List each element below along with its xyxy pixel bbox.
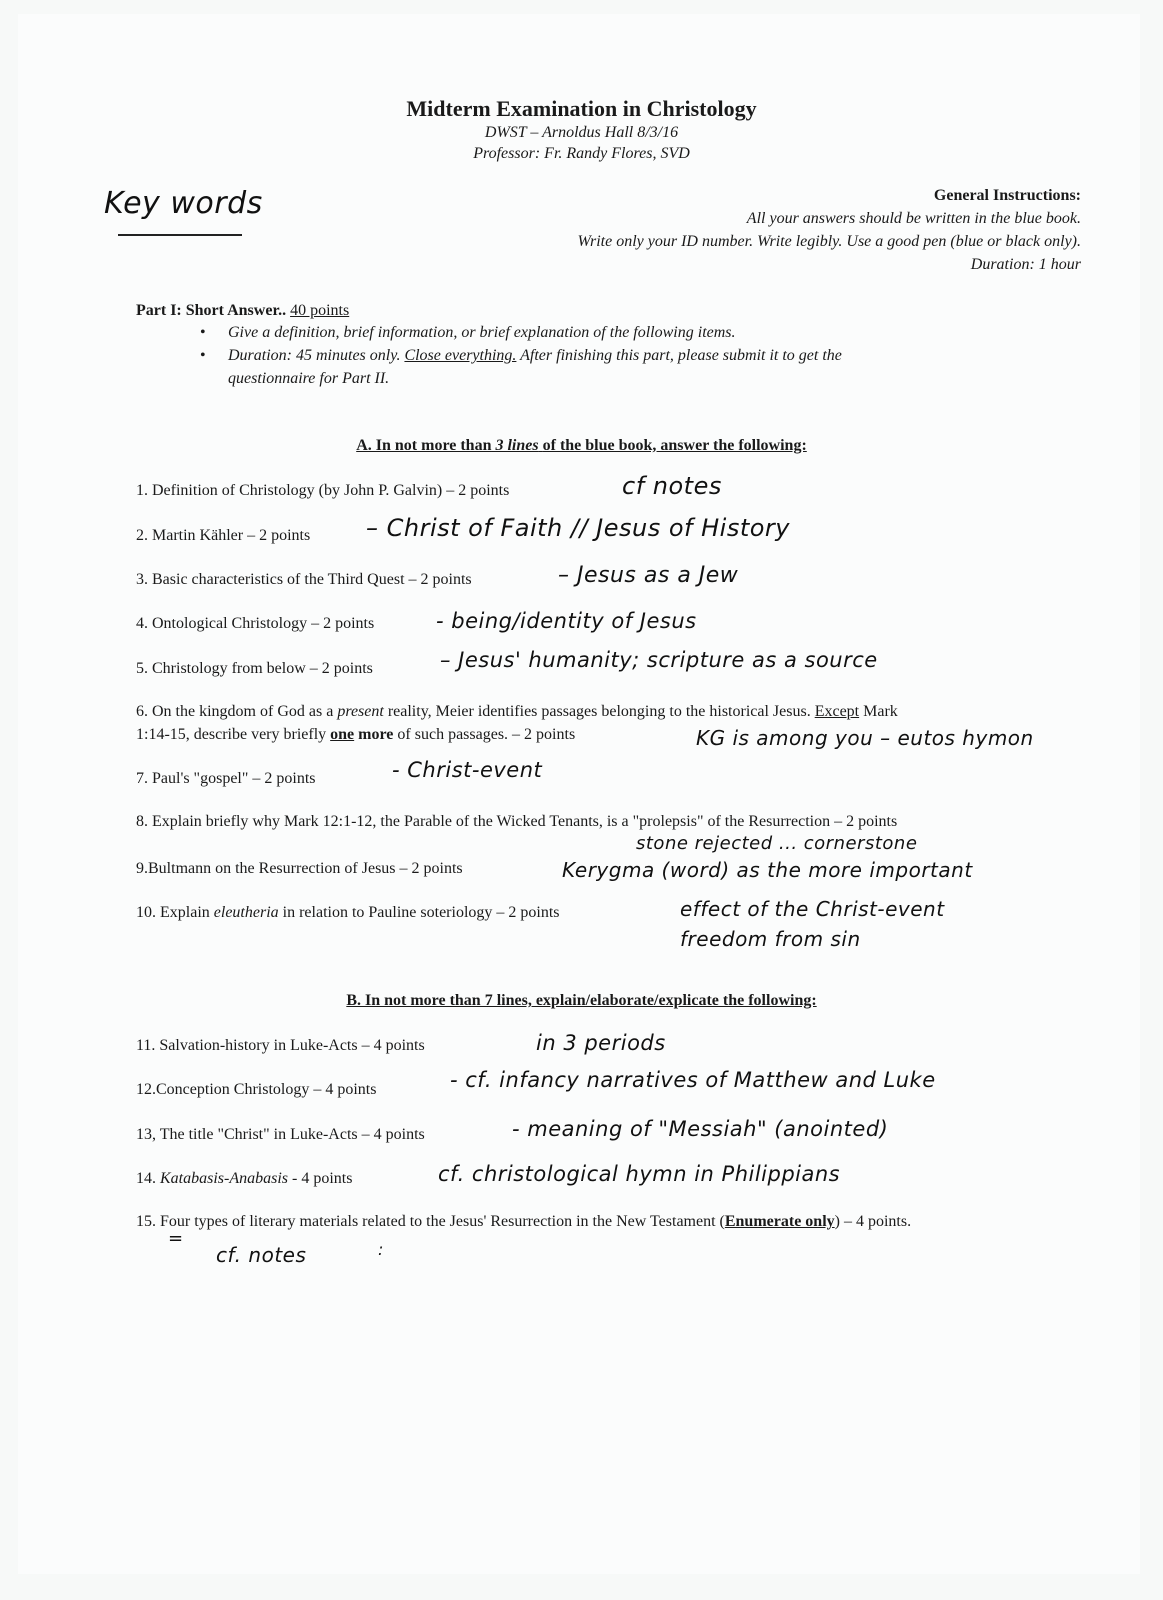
- section-a-heading-part: A. In not more than: [356, 437, 492, 454]
- q6-more: more: [358, 726, 394, 743]
- note-1: cf notes: [622, 472, 722, 500]
- note-9: Kerygma (word) as the more important: [562, 858, 973, 882]
- question-2: 2. Martin Kähler – 2 points: [136, 527, 311, 544]
- note-8: stone rejected ... cornerstone: [636, 833, 918, 854]
- q6-text: of such passages. – 2 points: [397, 726, 576, 743]
- note-15-mark: :: [378, 1240, 384, 1259]
- question-8: 8. Explain briefly why Mark 12:1-12, the Parable of the Wicked Tenants, is a "prolepsis" of the Resurrection – 2 points: [136, 813, 898, 830]
- q6-text: 1:14-15, describe very briefly: [136, 726, 327, 743]
- question-13: 13, The title "Christ" in Luke-Acts – 4 points: [136, 1126, 425, 1143]
- section-a-heading-part: of the blue book, answer the following:: [542, 437, 807, 454]
- instructions-heading: General Instructions:: [933, 187, 1081, 204]
- q10-text: 10. Explain: [136, 904, 210, 921]
- question-12: 12.Conception Christology – 4 points: [136, 1081, 377, 1098]
- q6-text: reality, Meier identifies passages belonging to the historical Jesus.: [387, 703, 811, 720]
- question-14: [136, 1170, 352, 1188]
- bullet-dot: •: [200, 324, 206, 341]
- instructions-line-2: Write only your ID number. Write legibly. Use a good pen (blue or black only).: [577, 233, 1081, 250]
- part1-points: 40 points: [290, 302, 350, 319]
- note-4: - being/identity of Jesus: [436, 609, 697, 633]
- question-9: 9.Bultmann on the Resurrection of Jesus – 2 points: [136, 860, 463, 877]
- handwritten-key-words: Key words: [104, 186, 263, 221]
- q6-text: Mark: [863, 703, 898, 720]
- section-a-heading-italic: 3 lines: [495, 437, 539, 454]
- q6-text: 6. On the kingdom of God as a: [136, 703, 334, 720]
- q10-text: in relation to Pauline soteriology – 2 points: [282, 904, 560, 921]
- note-12: - cf. infancy narratives of Matthew and Luke: [450, 1068, 936, 1092]
- question-1: 1. Definition of Christology (by John P. Galvin) – 2 points: [136, 482, 510, 499]
- question-4: 4. Ontological Christology – 2 points: [136, 615, 375, 632]
- note-2: – Christ of Faith // Jesus of History: [366, 514, 791, 542]
- bullet-dot: •: [200, 347, 206, 364]
- q6-except: Except: [814, 703, 860, 720]
- bullet-2-submit: After finishing this part, please submit it to get the: [520, 347, 842, 364]
- q15-text: 15. Four types of literary materials related to the Jesus' Resurrection in the New Testament (: [136, 1213, 725, 1230]
- q14-term: Katabasis-Anabasis: [160, 1170, 289, 1187]
- handwritten-underline: [118, 234, 242, 236]
- part1-bullet-2: [228, 347, 842, 365]
- q6-one: one: [330, 726, 355, 743]
- q15-text: ) – 4 points.: [834, 1213, 912, 1230]
- instructions-line-3: Duration: 1 hour: [970, 256, 1081, 273]
- q15-enumerate: Enumerate only: [724, 1213, 835, 1230]
- exam-title: Midterm Examination in Christology: [406, 96, 757, 121]
- exam-professor: Professor: Fr. Randy Flores, SVD: [473, 145, 690, 162]
- note-10b: freedom from sin: [680, 927, 861, 951]
- question-5: 5. Christology from below – 2 points: [136, 660, 373, 677]
- section-a-heading: [0, 437, 1163, 455]
- question-11: 11. Salvation-history in Luke-Acts – 4 points: [136, 1037, 425, 1054]
- question-3: 3. Basic characteristics of the Third Quest – 2 points: [136, 571, 472, 588]
- part1-bullet-2-cont: questionnaire for Part II.: [228, 370, 390, 387]
- note-6: KG is among you – eutos hymon: [696, 726, 1034, 750]
- note-15-symbol: =: [168, 1228, 184, 1249]
- note-10a: effect of the Christ-event: [680, 897, 945, 921]
- note-7: - Christ-event: [392, 758, 543, 782]
- note-5: – Jesus' humanity; scripture as a source: [440, 648, 878, 672]
- question-10: [136, 904, 560, 922]
- note-3: – Jesus as a Jew: [558, 563, 739, 588]
- q14-number: 14.: [136, 1170, 156, 1187]
- part1-label: Part I: Short Answer..: [136, 302, 287, 319]
- q14-points: - 4 points: [292, 1170, 353, 1187]
- part1-bullet-1: Give a definition, brief information, or brief explanation of the following items.: [228, 324, 736, 341]
- question-6-line-1: [136, 703, 898, 721]
- exam-location: DWST – Arnoldus Hall 8/3/16: [484, 124, 679, 141]
- section-b-heading: B. In not more than 7 lines, explain/elaborate/explicate the following:: [346, 992, 817, 1009]
- question-6-line-2: [136, 726, 575, 744]
- q6-present: present: [337, 703, 384, 720]
- note-15: cf. notes: [216, 1243, 307, 1267]
- question-7: 7. Paul's "gospel" – 2 points: [136, 770, 316, 787]
- note-14: cf. christological hymn in Philippians: [438, 1162, 841, 1186]
- part1-heading: [136, 302, 349, 320]
- bullet-2-duration: Duration: 45 minutes only.: [228, 347, 401, 364]
- note-13: - meaning of "Messiah" (anointed): [512, 1117, 889, 1141]
- question-15: [136, 1213, 911, 1231]
- bullet-2-close: Close everything.: [404, 347, 517, 364]
- instructions-line-1: All your answers should be written in the blue book.: [746, 210, 1081, 227]
- q10-eleutheria: eleutheria: [213, 904, 279, 921]
- note-11: in 3 periods: [536, 1031, 666, 1055]
